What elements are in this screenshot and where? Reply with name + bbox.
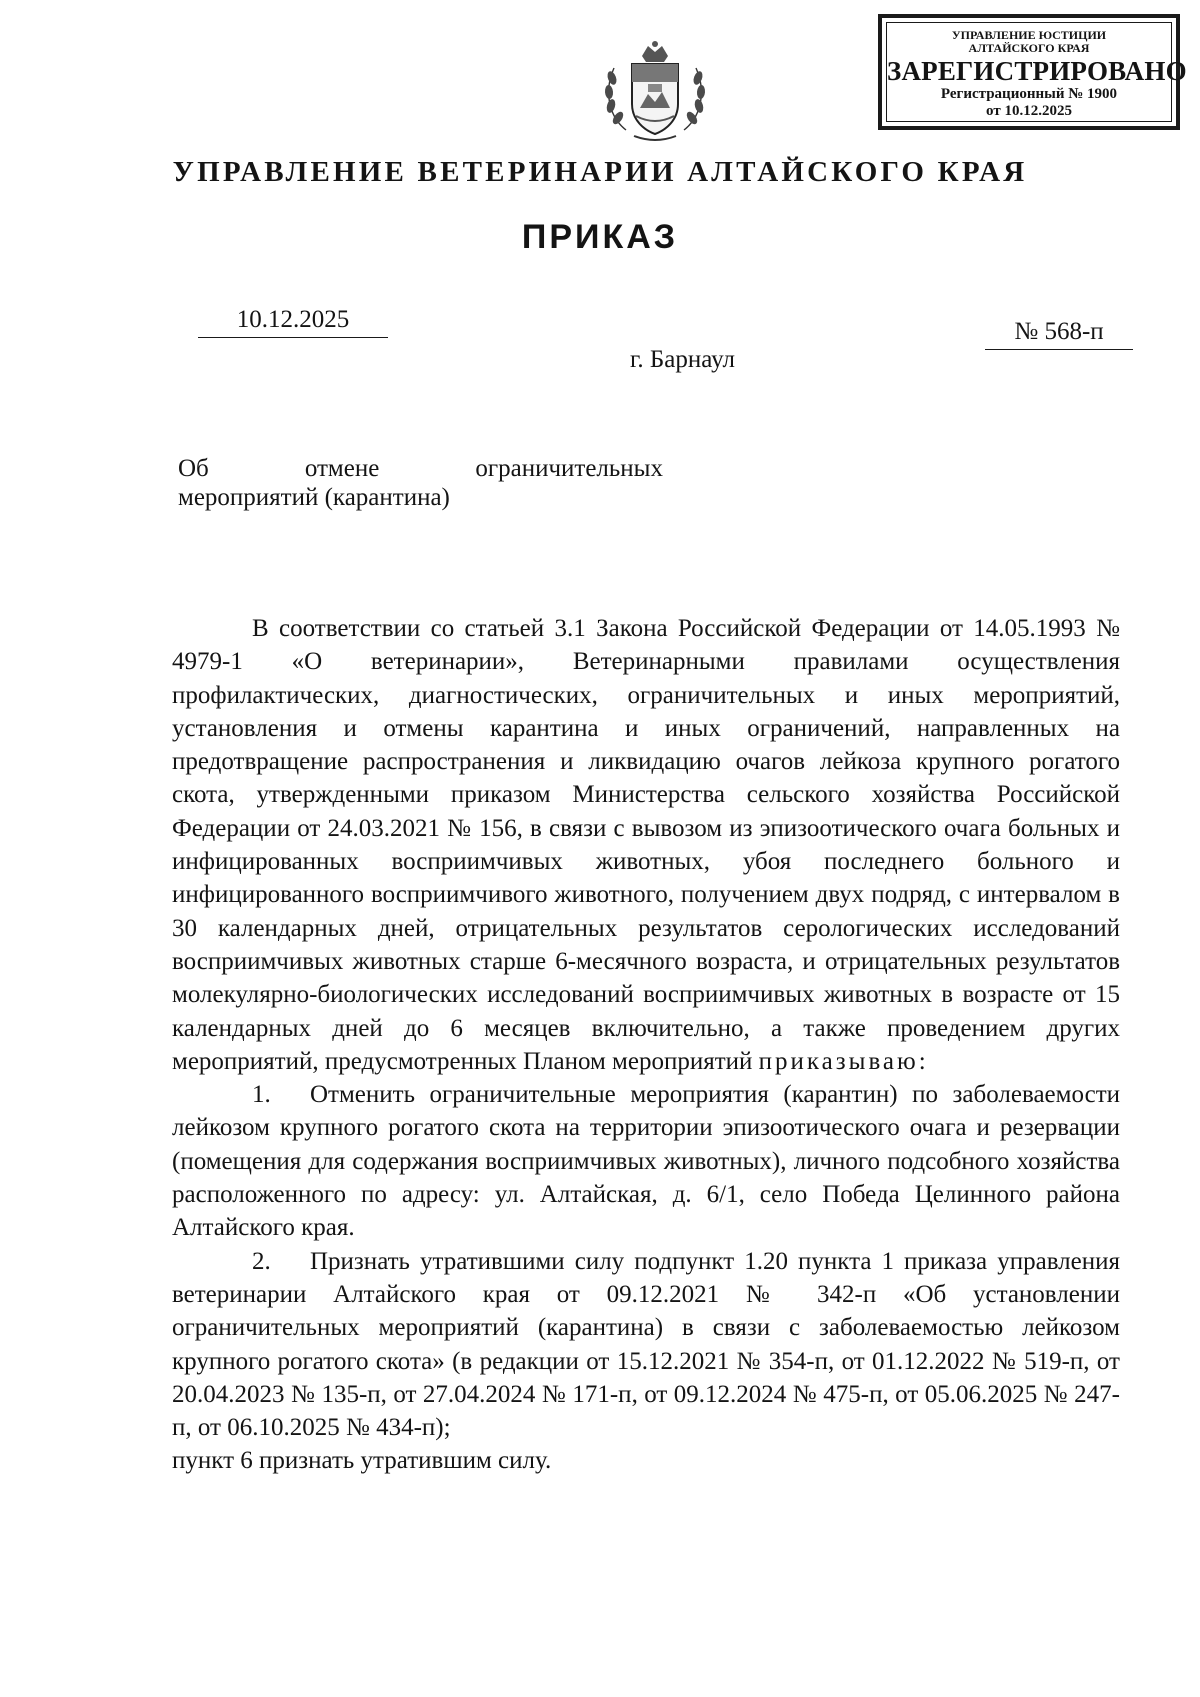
subject-line-2: мероприятий (карантина) [178, 484, 450, 511]
closing-line: пункт 6 признать утратившим силу. [172, 1447, 552, 1475]
document-type: ПРИКАЗ [521, 218, 679, 256]
subject-word-2: отмене [304, 455, 380, 482]
document-body [172, 612, 1120, 1478]
stamp-reg-date: от 10.12.2025 [986, 103, 1072, 119]
subject-word-1: Об [178, 455, 209, 482]
item-1-number: 1. [252, 1081, 271, 1109]
preamble-paragraph [172, 612, 1120, 1078]
document-city: г. Барнаул [630, 346, 735, 373]
document-subject [178, 454, 663, 512]
document-number: № 568-п [985, 318, 1133, 350]
coat-of-arms-emblem-icon [596, 38, 714, 146]
subject-line-1 [178, 454, 663, 483]
item-2-number: 2. [252, 1247, 271, 1275]
item-2-text: Признать утратившими силу подпункт 1.20 пункта 1 приказа управления ветеринарии Алтайского края от 09.12.2021 № 342-п «Об установлении ограничительных мероприятий (карантина) в связи с заболеваемостью лейкозом крупного рогатого скота» (в редакции от 15.12.2021 № 354-п, от 01.12.2022 № 519-п, от 20.04.2023 № 135-п, от 27.04.2024 № 171-п, от 09.12.2024 № 475-п, от 05.06.2025 № 247-п, от 06.10.2025 № 434-п); [172, 1247, 1120, 1442]
stamp-status: ЗАРЕГИСТРИРОВАНО [887, 56, 1187, 86]
stamp-organization [887, 29, 1171, 55]
item-1-paragraph [172, 1078, 1120, 1244]
item-2-paragraph [172, 1245, 1120, 1445]
item-1-text: Отменить ограничительные мероприятия (карантин) по заболеваемости лейкозом крупного рогатого скота на территории эпизоотического очага и резервации (помещения для содержания восприимчивых животных), личного подсобного хозяйства расположенного по адресу: ул. Алтайская, д. 6/1, село Победа Целинного района Алтайского края. [172, 1081, 1120, 1242]
subject-word-3: ограничительных [475, 455, 663, 482]
stamp-reg-number: Регистрационный № 1900 [940, 86, 1118, 102]
stamp-inner-frame [886, 22, 1187, 122]
document-date: 10.12.2025 [198, 306, 388, 338]
stamp-org-line1: УПРАВЛЕНИЕ ЮСТИЦИИ [951, 28, 1107, 42]
order-word: приказываю: [758, 1047, 929, 1075]
agency-name: УПРАВЛЕНИЕ ВЕТЕРИНАРИИ АЛТАЙСКОГО КРАЯ [172, 156, 1028, 188]
preamble-text: В соответствии со статьей 3.1 Закона Российской Федерации от 14.05.1993 № 4979-1 «О ветеринарии», Ветеринарными правилами осуществления профилактических, диагностических, ограничительных и иных мероприятий, установления и отмены карантина и иных ограничений, направленных на предотвращение распространения и ликвидацию очагов лейкоза крупного рогатого скота, утвержденными приказом Министерства сельского хозяйства Российской Федерации от 24.03.2021 № 156, в связи с вывозом из эпизоотического очага больных и инфицированных восприимчивых животных, убоя последнего больного и инфицированного восприимчивого животного, получением двух подряд, с интервалом в 30 календарных дней, отрицательных результатов серологических исследований восприимчивых животных старше 6-месячного возраста, и отрицательных результатов молекулярно-биологических исследований восприимчивых животных в возрасте от 15 календарных дней до 6 месяцев включительно, а также проведением других мероприятий, предусмотренных Планом мероприятий [172, 615, 1120, 1075]
registration-stamp [878, 14, 1187, 130]
stamp-org-line2: АЛТАЙСКОГО КРАЯ [968, 41, 1090, 55]
